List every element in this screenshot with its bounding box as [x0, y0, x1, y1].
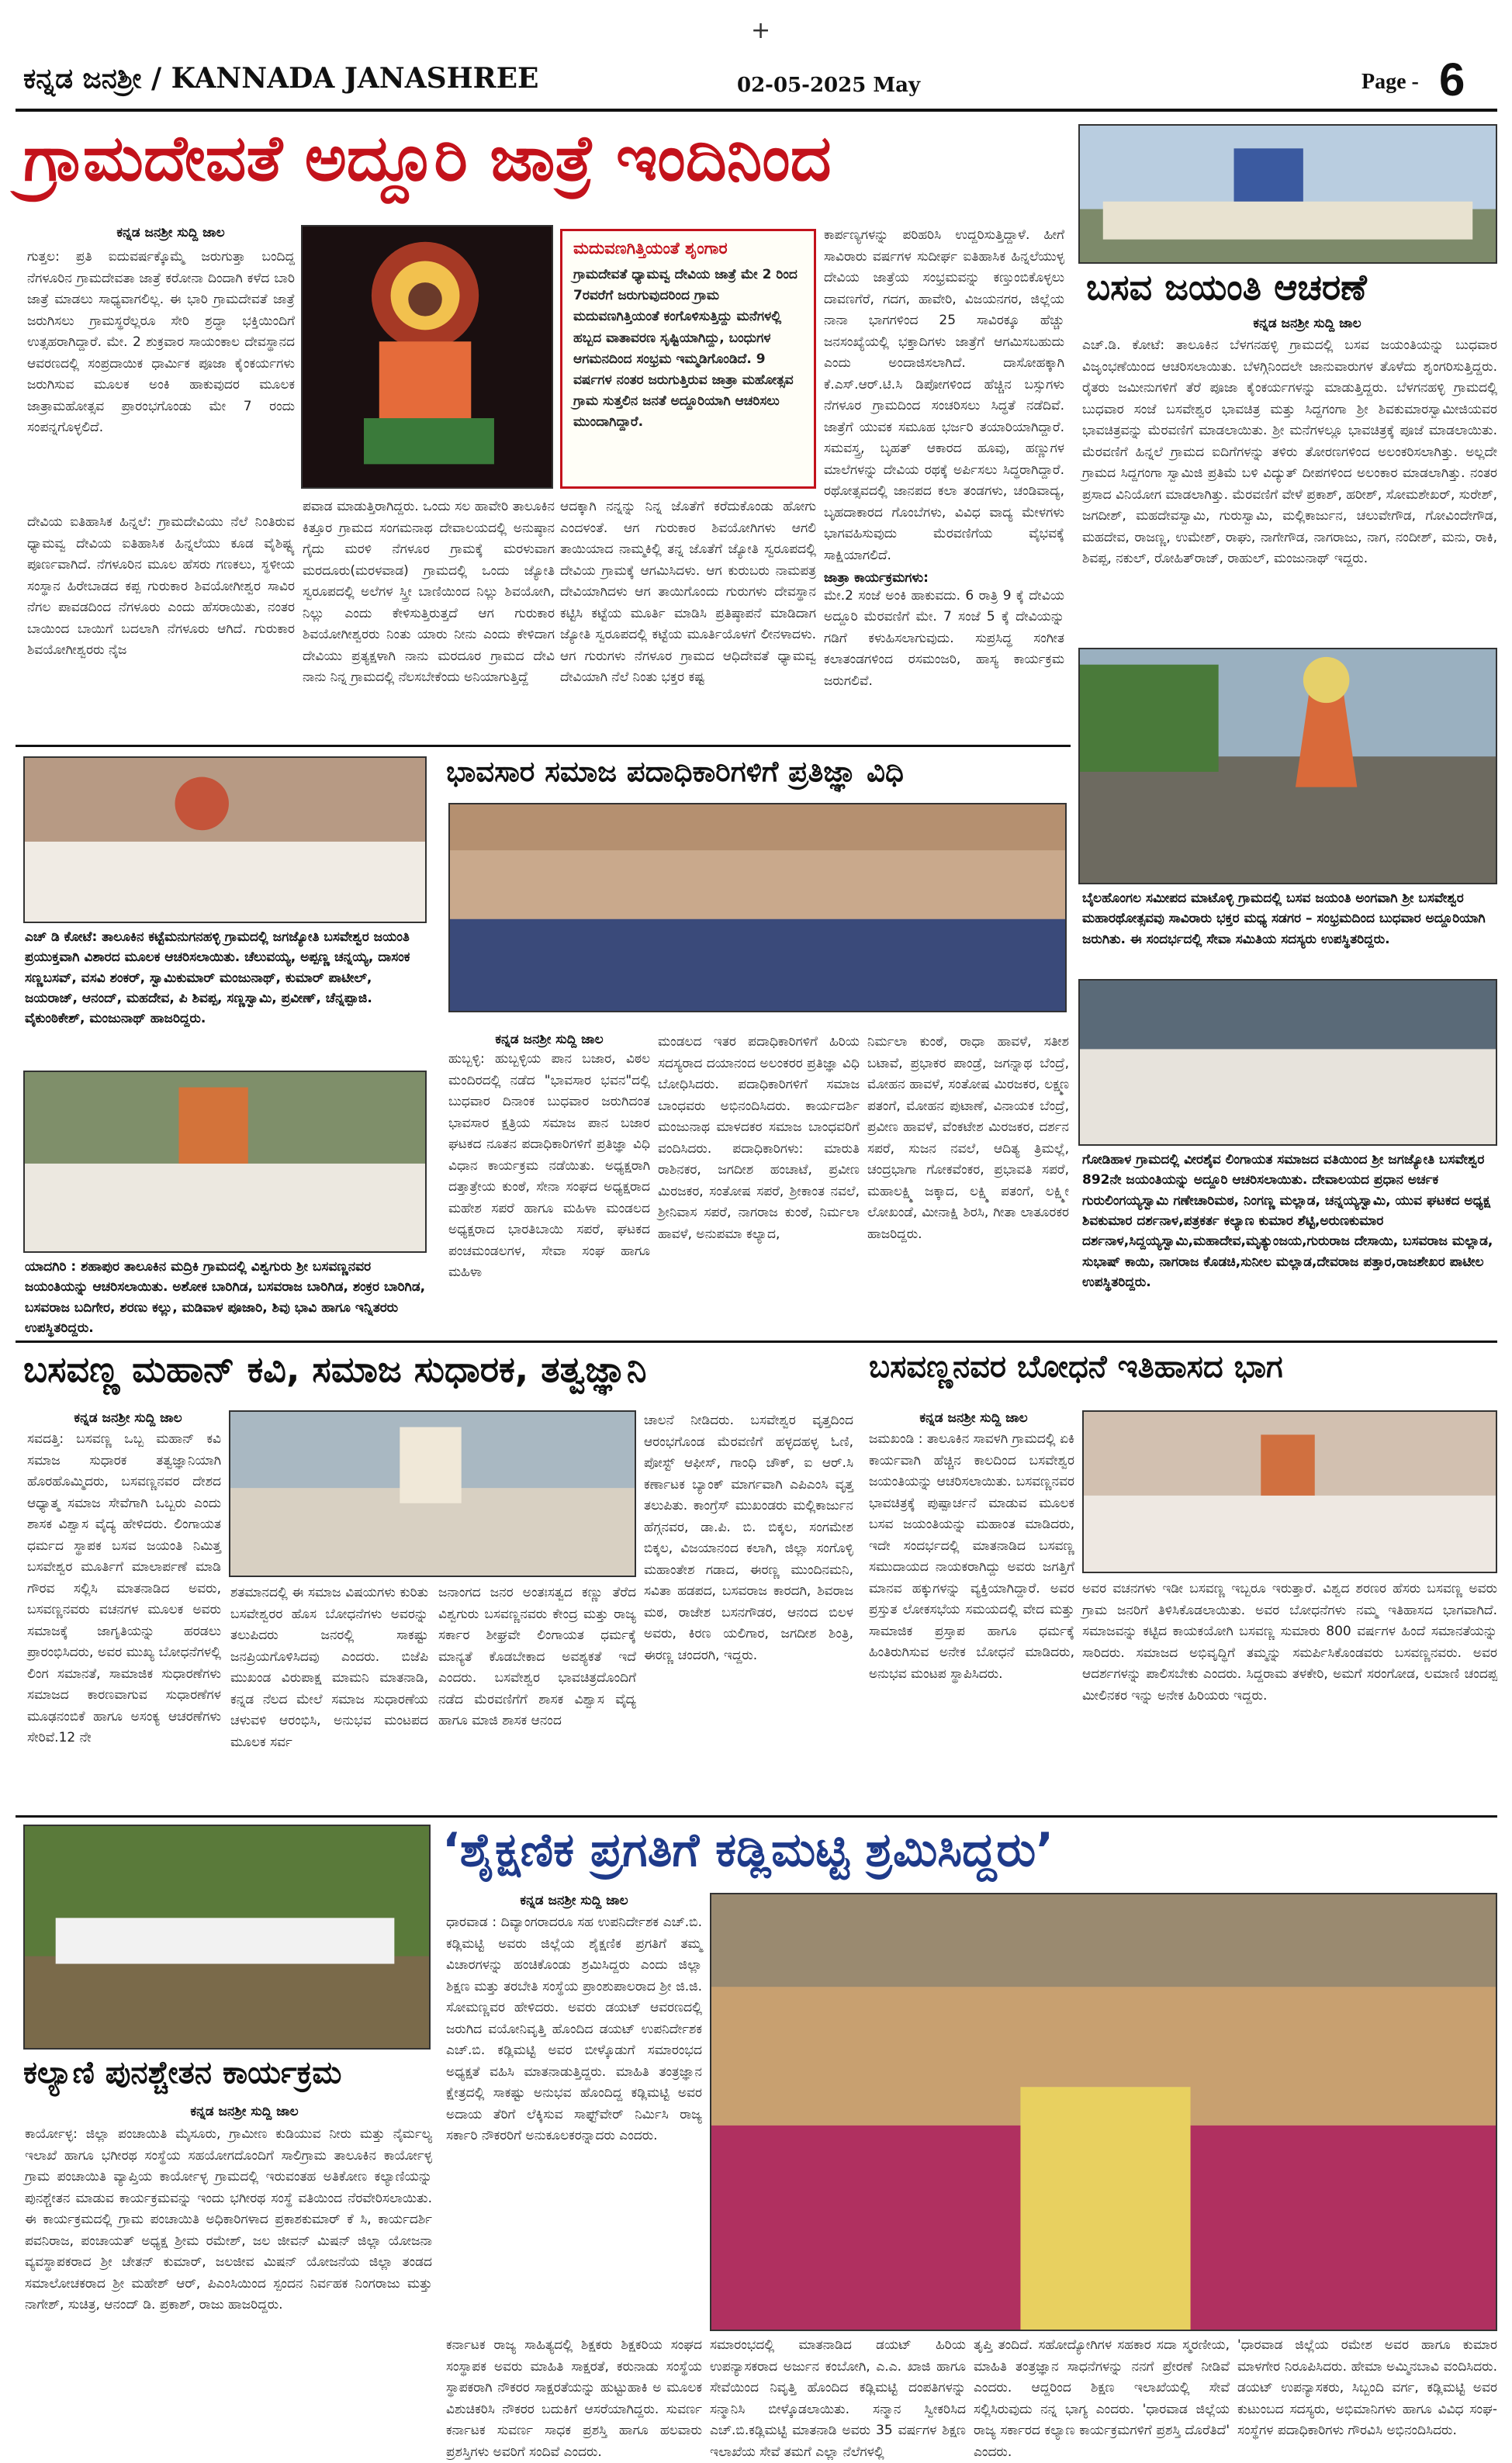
shaikshanika-col3: ತೃಪ್ತಿ ತಂದಿದೆ. ಸಹೋದ್ಯೋಗಿಗಳ ಸಹಕಾರ ಸದಾ ಸ್ಮರಣೀಯ, ಮಾಹಿತಿ ತಂತ್ರಜ್ಞಾನ ಸಾಧನೆಗಳನ್ನು ನನಗೆ ಪ್ರೇರಣೆ ನೀಡಿವೆ ಎಂದರು. ಆದ್ದರಿಂದ ಶಿಕ್ಷಣ ಇಲಾಖೆಯಲ್ಲಿ ಸೇವೆ ಸಲ್ಲಿಸಿರುವುದು ನನ್ನ ಭಾಗ್ಯ ಎಂದರು. 'ಧಾರವಾಡ ಜಿಲ್ಲೆಯ ರಾಜ್ಯ ಸರ್ಕಾರದ ಕಲ್ಯಾಣ ಕಾರ್ಯಕ್ರಮಗಳಿಗೆ ಪ್ರಶಸ್ತಿ ದೊರೆತಿದೆ' ಎಂದರು.	[974, 2337, 1230, 2460]
shaikshanika-headline: ‘ಶೈಕ್ಷಣಿಕ ಪ್ರಗತಿಗೆ ಕಡ್ಲಿಮಟ್ಟಿ ಶ್ರಮಿಸಿದ್ದರು’	[442, 1823, 1054, 1877]
shaikshanika-photo	[710, 1893, 1497, 2331]
lead-col2-text: ಪವಾಡ ಮಾಡುತ್ತಿರಾಗಿದ್ದರು. ಒಂದು ಸಲ ಹಾವೇರಿ ತಾಲೂಕಿನ ಕಿತ್ತೂರ ಗ್ರಾಮದ ಸಂಗಮನಾಥ ದೇವಾಲಯದಲ್ಲಿ ಅನುಷ್ಠಾನ ಗೈದು ಮರಳಿ ನೆಗಳೂರ ಗ್ರಾಮಕ್ಕೆ ಮರಳುವಾಗ ಮರದೂರು(ಮರಳವಾಡ) ಗ್ರಾಮದಲ್ಲಿ ಒಂದು ಜ್ಯೋತಿ ಸ್ವರೂಪದಲ್ಲಿ ಅಲೆಗಳ ಸ್ತ್ರೀ ಬಾಣಿಯಿಂದ ನಿಲ್ಲು ಶಿವಯೋಗಿ, ನಿಲ್ಲು ಎಂದು ಕೇಳಿಸುತ್ತಿರುತ್ತದೆ ಆಗ ಗುರುಕಾರ ಶಿವಯೋಗೀಶ್ವರರು ನಿಂತು ಯಾರು ನೀನು ಎಂದು ಕೇಳಿದಾಗ ದೇವಿಯು ಪ್ರತ್ಯಕ್ಷಳಾಗಿ ನಾನು ಮರದೂರ ಗ್ರಾಮದ ದೇವಿ ನಾನು ನಿನ್ನ ಗ್ರಾಮದಲ್ಲಿ ನೆಲಸಬೇಕೆಂದು ಅನಿಯಾಗುತ್ತಿದ್ದೆ	[303, 499, 555, 686]
shaikshanika-col1: ಕರ್ನಾಟಕ ರಾಜ್ಯ ಸಾಹಿತ್ಯದಲ್ಲಿ ಶಿಕ್ಷಕರು ಶಿಕ್ಷಕರಿಯ ಸಂಘದ ಸಂಸ್ಥಾಪಕ ಅವರು ಮಾಹಿತಿ ಸಾಕ್ಷರತೆ, ಕರುನಾಡು ಸಂಸ್ಥೆಯ ಸ್ಥಾಪಕರಾಗಿ ನೌಕರರ ಸಾಕ್ಷರತೆಯನ್ನು ಹುಟ್ಟುಹಾಕಿ ಅ ಮೂಲಕ ವಿಶುಚಿಕರಿಸಿ ನೌಕರರ ಬದುಕಿಗೆ ಆಸರೆಯಾಗಿದ್ದರು. ಸುವರ್ಣ ಕರ್ನಾಟಕ ಸುವರ್ಣ ಸಾಧಕ ಪ್ರಶಸ್ತಿ ಹಾಗೂ ಹಲವಾರು ಪ್ರಶಸ್ತಿಗಳು ಅವರಿಗೆ ಸಂದಿವೆ ಎಂದರು.	[446, 2337, 702, 2460]
basavanna-poet-col2: ಶತಮಾನದಲ್ಲಿ ಈ ಸಮಾಜ ವಿಷಯಗಳು ಕುರಿತು ಬಸವೇಶ್ವರರ ಹೊಸ ಬೋಧನೆಗಳು ಅವರನ್ನು ತಲುಪಿದರು ಜನರಲ್ಲಿ ಸಾಕಷ್ಟು ಜನಪ್ರಿಯಗೊಳಿಸಿದವು ಎಂದರು. ಬಿಜೆಪಿ ಮುಖಂಡ ವಿರುಪಾಕ್ಷ ಮಾಮನಿ ಮಾತನಾಡಿ, ಕನ್ನಡ ನೆಲದ ಮೇಲೆ ಸಮಾಜ ಸುಧಾರಣೆಯ ಚಳುವಳಿ ಆರಂಭಿಸಿ, ಅನುಭವ ಮಂಟಪದ ಮೂಲಕ ಸರ್ವ	[230, 1585, 428, 1750]
lead-col4-subhead: ಜಾತ್ರಾ ಕಾರ್ಯಕ್ರಮಗಳು:	[824, 569, 929, 586]
shaikshanika-byline: ಕನ್ನಡ ಜನಶ್ರೀ ಸುದ್ದಿ ಜಾಲ	[520, 1893, 628, 1908]
basavanna-teaching-byline: ಕನ್ನಡ ಜನಶ್ರೀ ಸುದ್ದಿ ಜಾಲ	[919, 1410, 1028, 1426]
bhavasara-col1: ಹುಬ್ಬಳ್ಳಿ: ಹುಬ್ಬಳ್ಳಿಯ ಪಾನ ಬಜಾರ, ವಿಠಲ ಮಂದಿರದಲ್ಲಿ ನಡೆದ "ಭಾವಸಾರ ಭವನ"ದಲ್ಲಿ ಬುಧವಾರ ದಿನಾಂಕ ಬುಧವಾರ ಜರುಗಿದಂತ ಭಾವಸಾರ ಕ್ಷತ್ರಿಯ ಸಮಾಜ ಪಾನ ಬಜಾರ ಘಟಕದ ನೂತನ ಪದಾಧಿಕಾರಿಗಳಿಗೆ ಪ್ರತಿಜ್ಞಾ ವಿಧಿ ವಿಧಾನ ಕಾರ್ಯಕ್ರಮ ನಡೆಯಿತು. ಅಧ್ಯಕ್ಷರಾಗಿ ದತ್ತಾತ್ರೇಯ ಕುಂಠೆ, ಸೇನಾ ಸಂಘದ ಅಧ್ಯಕ್ಷರಾದ ಮಹೇಶ ಸಪರೆ ಹಾಗೂ ಮಹಿಳಾ ಮಂಡಲದ ಅಧ್ಯಕ್ಷರಾದ ಭಾರತಿಬಾಯಿ ಸಪರೆ, ಘಟಕದ ಪಂಚಮಂಡಲಗಳ, ಸೇವಾ ಸಂಘ ಹಾಗೂ ಮಹಿಳಾ	[448, 1051, 650, 1281]
madriki-photo	[23, 1071, 427, 1253]
jamkhandi-image	[1084, 1412, 1496, 1572]
basava-jayanti-byline: ಕನ್ನಡ ಜನಶ್ರೀ ಸುದ್ದಿ ಜಾಲ	[1253, 316, 1361, 331]
issue-date: 02-05-2025 May	[737, 74, 921, 97]
lead-byline: ಕನ್ನಡ ಜನಶ್ರೀ ಸುದ್ದಿ ಜಾಲ	[116, 225, 225, 240]
masthead-rule	[16, 109, 1497, 112]
bhavasara-col2: ಮಂಡಲದ ಇತರ ಪದಾಧಿಕಾರಿಗಳಿಗೆ ಹಿರಿಯ ಸದಸ್ಯರಾದ ದಯಾನಂದ ಅಲಂಕರರ ಪ್ರತಿಜ್ಞಾ ವಿಧಿ ಬೋಧಿಸಿದರು. ಪದಾಧಿಕಾರಿಗಳಿಗೆ ಸಮಾಜ ಬಾಂಧವರು ಅಭಿನಂದಿಸಿದರು. ಕಾರ್ಯದರ್ಶಿ ಮಂಜುನಾಥ ಮಾಳದಕರ ಸಮಾಜ ಬಾಂಧವರಿಗೆ ವಂದಿಸಿದರು. ಪದಾಧಿಕಾರಿಗಳು: ಮಾರುತಿ ರಾಶಿನಕರ, ಜಗದೀಶ ಹಂಚಾಟೆ, ಪ್ರವೀಣ ಮಿರಜಕರ, ಸಂತೋಷ ಸಪರೆ, ಶ್ರೀಕಾಂತ ನವಲೆ, ಶ್ರೀನಿವಾಸ ಸಪರೆ, ನಾಗರಾಜ ಕುಂಠೆ, ನಿರ್ಮಲಾ ಹಾವಳೆ, ಅನುಪಮಾ ಕಲ್ಯಾದ,	[658, 1034, 860, 1242]
lead-col4-text: ಕಾರ್ಪಣ್ಯಗಳನ್ನು ಪರಿಹರಿಸಿ ಉದ್ದರಿಸುತ್ತಿದ್ದಾಳೆ. ಹೀಗೆ ಸಾವಿರಾರು ವರ್ಷಗಳ ಸುದೀರ್ಘ ಐತಿಹಾಸಿಕ ಹಿನ್ನಲೆಯುಳ್ಳ ದೇವಿಯ ಜಾತ್ರೆಯ ಸಂಭ್ರಮವನ್ನು ಕಣ್ತುಂಬಿಕೊಳ್ಳಲು ದಾವಣಗೆರೆ, ಗದಗ, ಹಾವೇರಿ, ವಿಜಯನಗರ, ಜಿಲ್ಲೆಯ ನಾನಾ ಭಾಗಗಳಿಂದ 25 ಸಾವಿರಕ್ಕೂ ಹೆಚ್ಚು ಜನಸಂಖ್ಯೆಯಲ್ಲಿ ಭಕ್ತಾದಿಗಳು ಜಾತ್ರೆಗೆ ಆಗಮಿಸಬಹುದು ಎಂದು ಅಂದಾಜಿಸಲಾಗಿದೆ. ದಾಸೋಹಕ್ಕಾಗಿ ಕೆ.ಎಸ್.ಆರ್.ಟಿ.ಸಿ ಡಿಪೋಗಳಿಂದ ಹೆಚ್ಚಿನ ಬಸ್ಸುಗಳು ನೆಗಳೂರ ಗ್ರಾಮದಿಂದ ಸಂಚರಿಸಲು ಸಿದ್ಧತೆ ನಡೆದಿವೆ. ಜಾತ್ರೆಗೆ ಯುವಕ ಸಮೂಹ ಭರ್ಜರಿ ತಯಾರಿಯಾಗಿದ್ದಾರೆ. ಸಮವಸ್ತ್ರ, ಬೃಹತ್ ಆಕಾರದ ಹೂವು, ಹಣ್ಣುಗಳ ಮಾಲೆಗಳನ್ನು ದೇವಿಯ ರಥಕ್ಕೆ ಅರ್ಪಿಸಲು ಸಿದ್ಧರಾಗಿದ್ದಾರೆ. ರಥೋತ್ಸವದಲ್ಲಿ ಜಾನಪದ ಕಲಾ ತಂಡಗಳು, ಚಂಡಿವಾದ್ಯ, ಬೃಹದಾಕಾರದ ಗೊಂಬೆಗಳು, ವಿವಿಧ ವಾದ್ಯ ಮೇಳಗಳು ಭಾಗವಹಿಸುವುದು ಮೆರವಣಿಗೆಯ ವೈಭವಕ್ಕೆ ಸಾಕ್ಷಿಯಾಗಲಿದೆ.	[824, 227, 1064, 563]
page-number: 6	[1439, 54, 1465, 106]
page-label: Page -	[1361, 70, 1419, 94]
bhavasara-image	[450, 804, 1065, 1011]
section-rule-1	[16, 745, 1071, 747]
ktte-caption: ಎಚ್ ಡಿ ಕೋಟೆ: ತಾಲೂಕಿನ ಕಟ್ಟೆಮನುಗನಹಳ್ಳಿ ಗ್ರಾಮದಲ್ಲಿ ಜಗಜ್ಯೋತಿ ಬಸವೇಶ್ವರ ಜಯಂತಿ ಪ್ರಯುಕ್ತವಾಗಿ ವಿಶಾರದ ಮೂಲಕ ಆಚರಿಸಲಾಯಿತು. ಚೆಲುವಯ್ಯ, ಅಪ್ಪಣ್ಣ ಚನ್ನಯ್ಯ, ದಾಸಂಕ ಸಣ್ಣಬಸವ್, ವಸವಿ ಶಂಕರ್, ಸ್ವಾಮಿಕುಮಾರ್ ಮಂಜುನಾಥ್, ಕುಮಾರ್ ಪಾಟೀಲ್, ಜಯರಾಜ್, ಆನಂದ್, ಮಹದೇವ, ಪಿ ಶಿವಪ್ಪ, ಸಣ್ಣಸ್ವಾಮಿ, ಪ್ರವೀಣ್, ಚೆನ್ನಪ್ಪಾಜಿ. ವೈಕುಂಠಿಕೇಶ್, ಮಂಜುನಾಥ್ ಹಾಜರಿದ್ದರು.	[25, 929, 410, 1027]
basavanna-poet-col1: ಸವದತ್ತಿ: ಬಸವಣ್ಣ ಒಬ್ಬ ಮಹಾನ್ ಕವಿ ಸಮಾಜ ಸುಧಾರಕ ತತ್ವಜ್ಞಾನಿಯಾಗಿ ಹೊರಹೊಮ್ಮಿದರು, ಬಸವಣ್ಣನವರ ದೇಶದ ಆಧ್ಯಾತ್ಮ ಸಮಾಜ ಸೇವೆಗಾಗಿ ಒಬ್ಬರು ಎಂದು ಶಾಸಕ ವಿಶ್ವಾಸ ವೈದ್ಯ ಹೇಳಿದರು. ಲಿಂಗಾಯತ ಧರ್ಮದ ಸ್ಥಾಪಕ ಬಸವ ಜಯಂತಿ ನಿಮಿತ್ತ ಬಸವೇಶ್ವರ ಮೂರ್ತಿಗೆ ಮಾಲಾರ್ಪಣೆ ಮಾಡಿ ಗೌರವ ಸಲ್ಲಿಸಿ ಮಾತನಾಡಿದ ಅವರು, ಬಸವಣ್ಣನವರು ವಚನಗಳ ಮೂಲಕ ಅವರು ಸಮಾಜಕ್ಕೆ ಜಾಗೃತಿಯನ್ನು ಹರಡಲು ಪ್ರಾರಂಭಿಸಿದರು, ಅವರ ಮುಖ್ಯ ಬೋಧನೆಗಳಲ್ಲಿ ಲಿಂಗ ಸಮಾನತೆ, ಸಾಮಾಜಿಕ ಸುಧಾರಣೆಗಳು ಸಮಾಜದ ಕಾರಣವಾಗುವ ಸುಧಾರಣೆಗಳ ಮೂಢನಂಬಿಕೆ ಹಾಗೂ ಅಸಂಕ್ಯ ಆಚರಣೆಗಳು ಸೇರಿವೆ.12 ನೇ	[27, 1431, 221, 1746]
box-text: ಗ್ರಾಮದೇವತೆ ಧ್ಯಾಮವ್ವ ದೇವಿಯ ಜಾತ್ರೆ ಮೇ 2 ರಿಂದ 7ರವರೆಗೆ ಜರುಗುವುದರಿಂದ ಗ್ರಾಮ ಮದುವಣಗಿತ್ತಿಯಂತೆ ಕಂಗೊಳಿಸುತ್ತಿದ್ದು ಮನೆಗಳಲ್ಲಿ ಹಬ್ಬದ ವಾತಾವರಣ ಸೃಷ್ಟಿಯಾಗಿದ್ದು, ಬಂಧುಗಳ ಆಗಮನದಿಂದ ಸಂಭ್ರಮ ಇಮ್ಮಡಿಗೊಂಡಿದೆ. 9 ವರ್ಷಗಳ ನಂತರ ಜರುಗುತ್ತಿರುವ ಜಾತ್ರಾ ಮಹೋತ್ಸವ ಗ್ರಾಮ ಸುತ್ತಲಿನ ಜನತೆ ಅದ್ದೂರಿಯಾಗಿ ಆಚರಿಸಲು ಮುಂದಾಗಿದ್ದಾರೆ.	[573, 267, 798, 431]
godihal-caption: ಗೋಡಿಹಾಳ ಗ್ರಾಮದಲ್ಲಿ ವೀರಶೈವ ಲಿಂಗಾಯತ ಸಮಾಜದ ವತಿಯಿಂದ ಶ್ರೀ ಜಗಜ್ಯೋತಿ ಬಸವೇಶ್ವರ 892ನೇ ಜಯಂತಿಯನ್ನು ಅದ್ದೂರಿ ಆಚರಿಸಲಾಯಿತು. ದೇವಾಲಯದ ಪ್ರಧಾನ ಅರ್ಚಕ ಗುರುಲಿಂಗಯ್ಯಸ್ವಾಮಿ ಗಣೇಚಾರಿಮಠ, ನಿಂಗಣ್ಣ ಮಲ್ಲಾಡ, ಚನ್ನಯ್ಯಸ್ವಾಮಿ, ಯುವ ಘಟಕದ ಅಧ್ಯಕ್ಷ ಶಿವಕುಮಾರ ದರ್ಶನಾಳ,ಪತ್ರಕರ್ತ ಕಲ್ಯಾಣ ಕುಮಾರ ಶೆಟ್ಟಿ,ಅರುಣಕುಮಾರ ದರ್ಶನಾಳ,ಸಿದ್ದಯ್ಯಸ್ವಾಮಿ,ಮಹಾದೇವ,ಮೃತ್ಯುಂಜಯ,ಗುರುರಾಜ ದೇಸಾಯಿ, ಬಸವರಾಜ ಮಲ್ಲಾಡ, ಸುಭಾಷ್ ಕಾಯಿ, ನಾಗರಾಜ ಕೊಡಚಿ,ಸುನೀಲ ಮಲ್ಲಾಡ,ದೇವರಾಜ ಪತ್ತಾರ,ರಾಜಶೇಖರ ಪಾಟೀಲ ಉಪಸ್ಥಿತರಿದ್ದರು.	[1082, 1152, 1493, 1291]
chariot-image	[1080, 649, 1496, 883]
rathotsava-caption: ಬೈಲಹೊಂಗಲ ಸಮೀಪದ ಮಾಟೊಳ್ಳಿ ಗ್ರಾಮದಲ್ಲಿ ಬಸವ ಜಯಂತಿ ಅಂಗವಾಗಿ ಶ್ರೀ ಬಸವೇಶ್ವರ ಮಹಾರಥೋತ್ಸವವು ಸಾವಿರಾರು ಭಕ್ತರ ಮಧ್ಯ ಸಡಗರ – ಸಂಭ್ರಮದಿಂದ ಬುಧವಾರ ಅದ್ದೂರಿಯಾಗಿ ಜರುಗಿತು. ಈ ಸಂದರ್ಭದಲ್ಲಿ ಸೇವಾ ಸಮಿತಿಯ ಸದಸ್ಯರು ಉಪಸ್ಥಿತರಿದ್ದರು.	[1082, 891, 1486, 947]
basavanna-teaching-photo	[1082, 1410, 1497, 1573]
lead-col1-text: ಗುತ್ತಲ: ಪ್ರತಿ ಐದುವರ್ಷಕ್ಕೊಮ್ಮೆ ಜರುಗುತ್ತಾ ಬಂದಿದ್ದ ನೆಗಳೂರಿನ ಗ್ರಾಮದೇವತಾ ಜಾತ್ರೆ ಕರೋನಾ ದಿಂದಾಗಿ ಕಳೆದ ಬಾರಿ ಜಾತ್ರೆ ಮಾಡಲು ಸಾಧ್ಯವಾಗಲಿಲ್ಲ. ಈ ಭಾರಿ ಗ್ರಾಮದೇವತೆ ಜಾತ್ರೆ ಜರುಗಿಸಲು ಗ್ರಾಮಸ್ಥರೆಲ್ಲರೂ ಸೇರಿ ಶ್ರದ್ಧಾ ಭಕ್ತಿಯಿಂದಿಗೆ ಉತ್ಸಹರಾಗಿದ್ದಾರೆ. ಮೇ. 2 ಶುಕ್ರವಾರ ಸಾಯಂಕಾಲ ದೇವಸ್ಥಾನದ ಆವರಣದಲ್ಲಿ ಸಂಪ್ರದಾಯಿಕ ಧಾರ್ಮಿಕ ಪೂಜಾ ಕೈಂಕರ್ಯಗಳು ಜರುಗಿಸುವ ಮೂಲಕ ಅಂಕಿ ಹಾಕುವುದರ ಮೂಲಕ ಜಾತ್ರಾಮಹೋತ್ಸವ ಪ್ರಾರಂಭಗೊಂಡು ಮೇ 7 ರಂದು ಸಂಪನ್ನಗೊಳ್ಳಲಿದೆ.	[27, 249, 295, 436]
basavanna-teaching-col2: ಅವರ ವಚನಗಳು ಇಡೀ ಬಸವಣ್ಣ ಇಬ್ಬರೂ ಇರುತ್ತಾರೆ. ವಿಶ್ವದ ಶರಣರ ಹೆಸರು ಬಸವಣ್ಣ ಅವರು ಗ್ರಾಮ ಜನರಿಗೆ ತಿಳಿಸಿಕೊಡಲಾಯಿತು. ಅವರ ಬೋಧನೆಗಳು ನಮ್ಮ ಇತಿಹಾಸದ ಭಾಗವಾಗಿದೆ. ಸಮಾಜವನ್ನು ಕಟ್ಟಿದ ಕಾಯಕಯೋಗಿ ಬಸವಣ್ಣ ಸುಮಾರು 800 ವರ್ಷಗಳ ಹಿಂದೆ ಸಮಾನತೆಯನ್ನು ಸಾರಿದರು. ಸಮಾಜದ ಅಭಿವೃದ್ಧಿಗೆ ತಮ್ಮನ್ನು ಸಮರ್ಪಿಸಿಕೊಂಡವರು ಬಸವಣ್ಣನವರು. ಅವರ ಆದರ್ಶಗಳನ್ನು ಪಾಲಿಸಬೇಕು ಎಂದರು. ಸಿದ್ದರಾಮ ತಳಕೇರಿ, ಅಮಗೆ ಸರಂಗೋಡ, ಲಮಾಣಿ ಚಂದಪ್ಪ ಮೀಲಿನಕರ ಇನ್ನು ಅನೇಕ ಹಿರಿಯರು ಇದ್ದರು.	[1082, 1581, 1497, 1704]
basavanna-poet-headline: ಬಸವಣ್ಣ ಮಹಾನ್ ಕವಿ, ಸಮಾಜ ಸುಧಾರಕ, ತತ್ವಜ್ಞಾನಿ	[23, 1348, 647, 1390]
lead-col3-text: ಆದಕ್ಕಾಗಿ ನನ್ನನ್ನು ನಿನ್ನ ಜೊತೆಗೆ ಕರೆದುಕೊಂಡು ಹೋಗು ಎಂದಳಂತೆ. ಆಗ ಗುರುಕಾರ ಶಿವಯೋಗಿಗಳು ಆಗಲಿ ತಾಯಿಯಾದ ನಾಮ್ಮಕಿಲ್ಲಿ ತನ್ನ ಜೊತೆಗೆ ಜ್ಯೋತಿ ಸ್ವರೂಪದಲ್ಲಿ ದೇವಿಯ ಗ್ರಾಮಕ್ಕೆ ಆಗಮಿಸಿದಳು. ಆಗ ಕುರುಬರು ನಾಮಪತ್ರ ದೇವಿಯಾಗಿದಳು ಆಗ ತಾಯಿಗೊಂದು ಗುರುಗಳು ದೇವಸ್ಥಾನ ಕಟ್ಟಿಸಿ ಕಟ್ಟೆಯ ಮೂರ್ತಿ ಮಾಡಿಸಿ ಪ್ರತಿಷ್ಠಾಪನೆ ಮಾಡಿದಾಗ ಜ್ಯೋತಿ ಸ್ವರೂಪದಲ್ಲಿ ಕಟ್ಟೆಯ ಮೂರ್ತಿಯೊಳಗೆ ಲೀನಳಾದಳು. ಆಗ ಗುರುಗಳು ನೆಗಳೂರ ಗ್ರಾಮದ ಆಧಿದೇವತೆ ಧ್ಯಾಮವ್ವ ದೇವಿಯಾಗಿ ನೆಲೆ ನಿಂತು ಭಕ್ತರ ಕಷ್ಟ	[560, 499, 816, 686]
bhavasara-photo	[448, 803, 1067, 1012]
group-image	[1080, 981, 1496, 1144]
madriki-caption: ಯಾದಗಿರಿ : ಶಹಾಪುರ ತಾಲೂಕಿನ ಮದ್ರಿಕಿ ಗ್ರಾಮದಲ್ಲಿ ವಿಶ್ವಗುರು ಶ್ರೀ ಬಸವಣ್ಣನವರ ಜಯಂತಿಯನ್ನು ಆಚರಿಸಲಾಯಿತು. ಅಶೋಕ ಬಾರಿಗಿಡ, ಬಸವರಾಜ ಬಾರಿಗಿಡ, ಶಂಕ್ರರ ಬಾರಿಗಿಡ, ಬಸವರಾಜ ಬದಿಗೇರ, ಶರಣು ಕಲ್ಲು, ಮಡಿವಾಳ ಪೂಜಾರಿ, ಶಿವು ಭಾವಿ ಹಾಗೂ ಇನ್ನಿತರರು ಉಪಸ್ಥಿತರಿದ್ದರು.	[25, 1259, 426, 1337]
lead-col4b-text: ಮೇ.2 ಸಂಜೆ ಅಂಕಿ ಹಾಕುವದು. 6 ರಾತ್ರಿ 9 ಕ್ಕೆ ದೇವಿಯ ಅದ್ದೂರಿ ಮೆರವಣಿಗೆ ಮೇ. 7 ಸಂಜೆ 5 ಕ್ಕೆ ದೇವಿಯನ್ನು ಗಡಿಗೆ ಕಳುಹಿಸಲಾಗುವುದು. ಸುಪ್ರಸಿದ್ಧ ಸಂಗೀತ ಕಲಾತಂಡಗಳಿಂದ ರಸಮಂಜರಿ, ಹಾಸ್ಯ ಕಾರ್ಯಕ್ರಮ ಜರುಗಲಿವೆ.	[824, 587, 1064, 689]
kalyani-headline: ಕಲ್ಯಾಣಿ ಪುನಶ್ಚೇತನ ಕಾರ್ಯಕ್ರಮ	[23, 2055, 342, 2091]
basavanna-teaching-col1: ಜಮಖಂಡಿ : ತಾಲೂಕಿನ ಸಾವಳಗಿ ಗ್ರಾಮದಲ್ಲಿ ಏಕಿ ಕಾರ್ಯವಾಗಿ ಹೆಚ್ಚಿನ ಕಾಲದಿಂದ ಬಸವೇಶ್ವರ ಜಯಂತಿಯನ್ನು ಆಚರಿಸಲಾಯಿತು. ಬಸವಣ್ಣನವರ ಭಾವಚಿತ್ರಕ್ಕೆ ಪುಷ್ಪಾರ್ಚನೆ ಮಾಡುವ ಮೂಲಕ ಬಸವ ಜಯಂತಿಯನ್ನು ಮಹಾಂತ ಮಾಡಿದರು, ಇದೇ ಸಂದರ್ಭದಲ್ಲಿ ಮಾತನಾಡಿದ ಬಸವಣ್ಣ ಸಮುದಾಯದ ನಾಯಕರಾಗಿದ್ದು ಅವರು ಜಗತ್ತಿಗೆ ಮಾನವ ಹಕ್ಕುಗಳನ್ನು ವ್ಯಕ್ತಿಯಾಗಿದ್ದಾರೆ. ಅವರ ಪ್ರಸ್ತುತ ಲೋಕಸಭೆಯ ಸಮಯದಲ್ಲಿ ವೇದ ಮತ್ತು ಸಾಮಾಜಿಕ ಪ್ರಸ್ತಾಪ ಹಾಗೂ ಧರ್ಮಕ್ಕೆ ಹಿಂತಿರುಗಿಸುವ ಅನೇಕ ಬೋಧನೆ ಮಾಡಿದರು, ಅನುಭವ ಮಂಟಪ ಸ್ಥಾಪಿಸಿದರು.	[869, 1431, 1074, 1682]
kalyani-byline: ಕನ್ನಡ ಜನಶ್ರೀ ಸುದ್ದಿ ಜಾಲ	[190, 2104, 299, 2119]
rathotsava-photo	[1078, 648, 1497, 884]
crosshair-mark: +	[751, 17, 771, 44]
felicitation-image	[711, 1894, 1496, 2330]
shaikshanika-col2: ಸಮಾರಂಭದಲ್ಲಿ ಮಾತನಾಡಿದ ಡಯಟ್ ಹಿರಿಯ ಉಪನ್ಯಾಸಕರಾದ ಅರ್ಜುನ ಕಂಬೋಗಿ, ಎ.ಎ. ಖಾಜಿ ಹಾಗೂ ಸೇವೆಯಿಂದ ನಿವೃತ್ತಿ ಹೊಂದಿದ ಕಡ್ಲಿಮಟ್ಟಿ ದಂಪತಿಗಳನ್ನು ಸನ್ಮಾನಿಸಿ ಬೀಳ್ಕೊಡಲಾಯಿತು. ಸನ್ಮಾನ ಸ್ವೀಕರಿಸಿದ ಎಚ್.ಬಿ.ಕಡ್ಲಿಮಟ್ಟಿ ಮಾತನಾಡಿ ಅವರು 35 ವರ್ಷಗಳ ಶಿಕ್ಷಣ ಇಲಾಖೆಯ ಸೇವೆ ತಮಗೆ ಎಲ್ಲಾ ನೆಲೆಗಳಲ್ಲಿ	[710, 2337, 966, 2460]
ktte-image	[25, 758, 425, 922]
shaikshanika-col4: 'ಧಾರವಾಡ ಜಿಲ್ಲೆಯ ರಮೇಶ ಅವರ ಹಾಗೂ ಕುಮಾರ ಮಾಳಗೇರ ನಿರೂಪಿಸಿದರು. ಹೇಮಾ ಅಮ್ಮಿನಬಾವಿ ವಂದಿಸಿದರು. ಡಯಟ್ ಉಪನ್ಯಾಸಕರು, ಸಿಬ್ಬಂದಿ ವರ್ಗ, ಕಡ್ಲಿಮಟ್ಟಿ ಅವರ ಕುಟುಂಬದ ಸದಸ್ಯರು, ಅಭಿಮಾನಿಗಳು ಹಾಗೂ ವಿವಿಧ ಸಂಘ-ಸಂಸ್ಥೆಗಳ ಪದಾಧಿಕಾರಿಗಳು ಗೌರವಿಸಿ ಅಭಿನಂದಿಸಿದರು.	[1237, 2337, 1497, 2439]
kalyani-photo	[23, 1825, 431, 2050]
bhavasara-headline: ಭಾವಸಾರ ಸಮಾಜ ಪದಾಧಿಕಾರಿಗಳಿಗೆ ಪ್ರತಿಜ್ಞಾ ವಿಧಿ	[446, 755, 904, 788]
bhavasara-col3: ನಿರ್ಮಲಾ ಕುಂಠೆ, ರಾಧಾ ಹಾವಳೆ, ಸತೀಶ ಬಟಾವೆ, ಪ್ರಭಾಕರ ಪಾಂಡ್ರೆ, ಜಗನ್ನಾಥ ಬೆಂದ್ರೆ, ಮೋಹನ ಹಾವಳೆ, ಸಂತೋಷ ಮಿರಜಕರ, ಲಕ್ಷ್ಮಣ ಪತಂಗೆ, ಮೋಹನ ಪುಟಾಣೆ, ವಿನಾಯಕ ಬೆಂದ್ರೆ, ಪ್ರವೀಣ ಹಾವಳೆ, ವೆಂಕಟೇಶ ಮಿರಜಕರ, ದರ್ಶನ ಸಪರೆ, ಸುಜನ ನವಲೆ, ಆದಿತ್ಯ ತ್ರಿಮಲ್ಲೆ, ಚಂದ್ರಭಾಗಾ ಗೋಕವೆಂಕರ, ಪ್ರಭಾವತಿ ಸಪರೆ, ಮಹಾಲಕ್ಷ್ಮಿ ಜಕ್ಕಾದ, ಲಕ್ಷ್ಮಿ ಪತಂಗೆ, ಲಕ್ಷ್ಮೀ ಲೋಖಂಡೆ, ಮೀನಾಕ್ಷಿ ಶಿರಸಿ, ಗೀತಾ ಲಾತೂರಕರ ಹಾಜರಿದ್ದರು.	[867, 1034, 1069, 1242]
newspaper-title: ಕನ್ನಡ ಜನಶ್ರೀ / KANNADA JANASHREE	[23, 62, 539, 95]
basavanna-teaching-headline: ಬಸವಣ್ಣನವರ ಬೋಧನೆ ಇತಿಹಾಸದ ಭಾಗ	[869, 1349, 1283, 1385]
lead-headline: ಗ್ರಾಮದೇವತೆ ಅದ್ದೂರಿ ಜಾತ್ರೆ ಇಂದಿನಿಂದ	[23, 122, 832, 195]
basava-jayanti-text: ಎಚ್.ಡಿ. ಕೋಟೆ: ತಾಲೂಕಿನ ಬೆಳಗನಹಳ್ಳಿ ಗ್ರಾಮದಲ್ಲಿ ಬಸವ ಜಯಂತಿಯನ್ನು ಬುಧವಾರ ವಿಜೃಂಭಣೆಯಿಂದ ಆಚರಿಸಲಾಯಿತು. ಬೆಳಗ್ಗಿನಿಂದಲೇ ಜಾನುವಾರುಗಳ ತೊಳೆದು ಶೃಂಗರಿಸುತ್ತಿದ್ದರು. ರೈತರು ಜಮೀನುಗಳಿಗೆ ತೆರೆ ಪೂಜಾ ಕೈಂಕರ್ಯಗಳನ್ನು ಮಾಡುತ್ತಿದ್ದರು. ಬೆಳಗನಹಳ್ಳಿ ಗ್ರಾಮದಲ್ಲಿ ಬುಧವಾರ ಸಂಜೆ ಬಸವೇಶ್ವರ ಭಾವಚಿತ್ರ ಮತ್ತು ಸಿದ್ದಗಂಗಾ ಶ್ರೀ ಶಿವಕುಮಾರಸ್ವಾಮೀಜಿಯವರ ಭಾವಚಿತ್ರವನ್ನು ಮೆರವಣಿಗೆ ಮಾಡಲಾಯಿತು. ಶ್ರೀ ಮನೆಗಳಲ್ಲೂ ಭಾವಚಿತ್ರಕ್ಕೆ ಪೂಜೆ ಮಾಡಲಾಯಿತು. ಮೆರವಣಿಗೆ ಹಿನ್ನಲೆ ಗ್ರಾಮದ ಐದಿಗೆಗಳನ್ನು ತಳಿರು ತೋರಣಗಳಿಂದ ಅಲಂಕರಿಸಲಾಗಿತ್ತು. ಅಲ್ಲದೇ ಗ್ರಾಮದ ಸಿದ್ದಗಂಗಾ ಸ್ವಾಮಿಜಿ ಪ್ರತಿಮೆ ಬಳಿ ವಿದ್ಯುತ್ ದೀಪಗಳಿಂದ ಅಲಂಕಾರ ಮಾಡಲಾಗಿತ್ತು. ನಂತರ ಪ್ರಸಾದ ವಿನಿಯೋಗ ಮಾಡಲಾಗಿತ್ತು. ಮೆರವಣಿಗೆ ವೇಳೆ ಪ್ರಕಾಶ್, ಹರೀಶ್, ಸೋಮಶೇಖರ್, ಸುರೇಶ್, ಜಗದೀಶ್, ಮಹದೇವಸ್ವಾಮಿ, ಗುರುಸ್ವಾಮಿ, ಮಲ್ಲಿಕಾರ್ಜುನ, ಚಲುವೇಗೌಡ, ಗೋವಿಂದೇಗೌಡ, ಮಹದೇವ, ರಾಜಣ್ಣ, ಉಮೇಶ್, ರಾಘು, ನಾಗೇಗೌಡ, ನಾಗರಾಜು, ನಾಗ, ನಂದೀಶ್, ಮನು, ರಾಕಿ, ಶಿವಪ್ಪ, ನಕುಲ್, ರೋಹಿತ್‌ರಾಜ್, ರಾಹುಲ್, ಮಂಜುನಾಥ್ ಇದ್ದರು.	[1082, 337, 1497, 567]
kalyani-text: ಕಾರ್ಯೋಳ್ಳ: ಜಿಲ್ಲಾ ಪಂಚಾಯಿತಿ ಮೈಸೂರು, ಗ್ರಾಮೀಣ ಕುಡಿಯುವ ನೀರು ಮತ್ತು ನೈರ್ಮಲ್ಯ ಇಲಾಖೆ ಹಾಗೂ ಭಗೀರಥ ಸಂಸ್ಥೆಯ ಸಹಯೋಗದೊಂದಿಗೆ ಸಾಲಿಗ್ರಾಮ ತಾಲೂಕಿನ ಕಾರ್ಯೋಳ್ಳ ಗ್ರಾಮ ಪಂಚಾಯಿತಿ ವ್ಯಾಪ್ತಿಯ ಕಾರ್ಯೋಳ್ಳ ಗ್ರಾಮದಲ್ಲಿ ಇರುವಂತಹ ಅತಿಕೋಣ ಕಲ್ಯಾಣಿಯನ್ನು ಪುನಶ್ಚೇತನ ಮಾಡುವ ಕಾರ್ಯಕ್ರಮವನ್ನು ಇಂದು ಭಗೀರಥ ಸಂಸ್ಥೆ ವತಿಯಿಂದ ನೆರವೇರಿಸಲಾಯಿತು. ಈ ಕಾರ್ಯಕ್ರಮದಲ್ಲಿ ಗ್ರಾಮ ಪಂಚಾಯಿತಿ ಅಧಿಕಾರಿಗಳಾದ ಪ್ರಕಾಶಕುಮಾರ್ ಕೆ ಸಿ, ಕಾರ್ಯದರ್ಶಿ ಪವನಿರಾಜ, ಪಂಚಾಯತ್ ಅಧ್ಯಕ್ಷ ಶ್ರೀಮ ರಮೇಶ್, ಜಲ ಜೀವನ್ ಮಿಷನ್ ಜಿಲ್ಲಾ ಯೋಜನಾ ವ್ಯವಸ್ಥಾಪಕರಾದ ಶ್ರೀ ಚೇತನ್ ಕುಮಾರ್, ಜಲಜೀವ ಮಿಷನ್ ಯೋಜನೆಯ ಜಿಲ್ಲಾ ತಂಡದ ಸಮಾಲೋಚಕರಾದ ಶ್ರೀ ಮಹೇಶ್ ಆರ್, ಪಿಎಂಸಿಯಿಂದ ಸ್ಪಂದನ ನಿರ್ವಹಕ ನಿಂಗರಾಜು ಮತ್ತು ನಾಗೇಶ್, ಸುಚಿತ್ರ, ಆನಂದ್ ಡಿ. ಪ್ರಕಾಶ್, ರಾಜು ಹಾಜರಿದ್ದರು.	[25, 2126, 432, 2313]
lead-col1b-text: ದೇವಿಯ ಐತಿಹಾಸಿಕ ಹಿನ್ನಲೆ: ಗ್ರಾಮದೇವಿಯು ನೆಲೆ ನಿಂತಿರುವ ಧ್ಯಾಮವ್ವ ದೇವಿಯ ಐತಿಹಾಸಿಕ ಹಿನ್ನಲೆಯು ಕೂಡ ವೈಶಿಷ್ಟ್ಯ ಪೂರ್ಣವಾಗಿದೆ. ನೆಗಳೂರಿನ ಮೂಲ ಹೆಸರು ಗಣಕಲು, ಸ್ಥಳೀಯ ಸಂಸ್ಥಾನ ಹಿರೇಬಾಡದ ಕಪ್ಪ ಗುರುಕಾರ ಶಿವಯೋಗೀಶ್ವರ ಸಾವಿರ ನೆಗಲ ಪಾವಡದಿಂದ ನೆಗಳೂರು ಎಂದು ಹೆಸರಾಯಿತು, ನಂತರ ಬಾಯಿಂದ ಬಾಯಿಗೆ ಬದಲಾಗಿ ನೆಗಳೂರು ಆಗಿದೆ. ಗುರುಕಾರ ಶಿವಯೋಗೀಶ್ವರರು ನೈಜ	[27, 514, 295, 659]
basavanna-poet-col3: ಜನಾಂಗದ ಜನರ ಅಂತಃಸತ್ವದ ಕಣ್ಣು ತೆರೆದ ವಿಶ್ವಗುರು ಬಸವಣ್ಣನವರು ಕೇಂದ್ರ ಮತ್ತು ರಾಜ್ಯ ಸರ್ಕಾರ ಶೀಘ್ರವೇ ಲಿಂಗಾಯತ ಧರ್ಮಕ್ಕೆ ಮಾನ್ಯತೆ ಕೊಡಬೇಕಾದ ಅವಶ್ಯಕತೆ ಇದೆ ಎಂದರು. ಬಸವೇಶ್ವರ ಭಾವಚಿತ್ರದೊಂದಿಗೆ ನಡೆದ ಮೆರವಣಿಗೆಗೆ ಶಾಸಕ ವಿಶ್ವಾಸ ವೈದ್ಯ ಹಾಗೂ ಮಾಜಿ ಶಾಸಕ ಆನಂದ	[438, 1585, 636, 1729]
basava-jayanti-headline: ಬಸವ ಜಯಂತಿ ಆಚರಣೆ	[1086, 266, 1367, 308]
savadatti-image	[230, 1412, 635, 1576]
section-rule-2	[16, 1340, 1497, 1343]
section-rule-3	[16, 1815, 1497, 1818]
procession-image	[1080, 126, 1496, 262]
box-title: ಮದುವಣಗಿತ್ತಿಯಂತೆ ಶೃಂಗಾರ	[573, 239, 728, 258]
basavanna-poet-byline: ಕನ್ನಡ ಜನಶ್ರೀ ಸುದ್ದಿ ಜಾಲ	[74, 1410, 182, 1426]
goddess-photo	[301, 225, 553, 489]
kalyani-image	[25, 1826, 429, 2048]
basavanna-poet-col4: ಚಾಲನೆ ನೀಡಿದರು. ಬಸವೇಶ್ವರ ವೃತ್ತದಿಂದ ಆರಂಭಗೊಂಡ ಮೆರವಣಿಗೆ ಹಳ್ಳದಹಳ್ಳ ಓಣಿ, ಪೋಸ್ಟ್ ಆಫೀಸ್, ಗಾಂಧಿ ಚೌಕ್, ಐ ಆರ್.ಸಿ ಕರ್ಣಾಟಕ ಬ್ಯಾಂಕ್ ಮಾರ್ಗವಾಗಿ ಎಪಿಎಂಸಿ ವೃತ್ತ ತಲುಪಿತು. ಕಾಂಗ್ರೆಸ್ ಮುಖಂಡರು ಮಲ್ಲಿಕಾರ್ಜುನ ಹೆಗ್ಗನವರ, ಡಾ.ಪಿ. ಬಿ. ಬಿಕ್ಕಲ, ಸಂಗಮೇಶ ಬಿಕ್ಕಲ, ವಿಜಯಾನಂದ ಕಲಾಗಿ, ಜಿಲ್ಲಾ ಸಂಗೊಳ್ಳಿ ಮಹಾಂತೇಶ ಗಡಾದ, ಈರಣ್ಣ ಮುಂದಿನಮನಿ, ಸವಿತಾ ಹಡಪದ, ಬಸವರಾಜ ಕಾರದಗಿ, ಶಿವರಾಜ ಮಠ, ರಾಜೇಶ ಬಸನಗೌಡರ, ಆನಂದ ಬಿಲಳ ಅವರು, ಕಿರಣ ಯಲಿಗಾರ, ಜಗದೀಶ ಶಿಂತ್ರಿ, ಈರಣ್ಣ ಚಂದರಗಿ, ಇದ್ದರು.	[644, 1413, 853, 1663]
lead-highlight-box	[560, 229, 816, 489]
ktte-photo	[23, 756, 427, 923]
basava-procession-photo	[1078, 124, 1497, 264]
basavanna-poet-photo	[229, 1410, 636, 1577]
godihal-photo	[1078, 979, 1497, 1146]
shaikshanika-side-text: ಧಾರವಾಡ : ದಿವ್ಯಾಂಗರಾದರೂ ಸಹ ಉಪನಿರ್ದೇಶಕ ಎಚ್.ಬಿ. ಕಡ್ಲಿಮಟ್ಟಿ ಅವರು ಜಿಲ್ಲೆಯ ಶೈಕ್ಷಣಿಕ ಪ್ರಗತಿಗೆ ತಮ್ಮ ವಿಚಾರಗಳನ್ನು ಹಂಚಿಕೊಂಡು ಶ್ರಮಿಸಿದ್ದರು ಎಂದು ಜಿಲ್ಲಾ ಶಿಕ್ಷಣ ಮತ್ತು ತರಬೇತಿ ಸಂಸ್ಥೆಯ ಪ್ರಾಂಶುಪಾಲರಾದ ಶ್ರೀ ಜಿ.ಜಿ. ಸೋಮಣ್ಣವರ ಹೇಳಿದರು. ಅವರು ಡಯಟ್ ಆವರಣದಲ್ಲಿ ಜರುಗಿದ ವಯೋನಿವೃತ್ತಿ ಹೊಂದಿದ ಡಯಟ್ ಉಪನಿರ್ದೇಶಕ ಎಚ್.ಬಿ. ಕಡ್ಲಿಮಟ್ಟಿ ಅವರ ಬೀಳ್ಕೊಡುಗೆ ಸಮಾರಂಭದ ಅಧ್ಯಕ್ಷತೆ ವಹಿಸಿ ಮಾತನಾಡುತ್ತಿದ್ದರು. ಮಾಹಿತಿ ತಂತ್ರಜ್ಞಾನ ಕ್ಷೇತ್ರದಲ್ಲಿ ಸಾಕಷ್ಟು ಅನುಭವ ಹೊಂದಿದ್ದ ಕಡ್ಲಿಮಟ್ಟಿ ಅವರ ಅದಾಯ ತೆರಿಗೆ ಲೆಕ್ಕಿಸುವ ಸಾಫ್ಟ್‌ವೇರ್ ನಿರ್ಮಿಸಿ ರಾಜ್ಯ ಸರ್ಕಾರಿ ನೌಕರರಿಗೆ ಅನುಕೂಲಕರನ್ನಾದರು ಎಂದರು.	[446, 1915, 702, 2144]
goddess-image	[303, 227, 552, 487]
bhavasara-byline: ಕನ್ನಡ ಜನಶ್ರೀ ಸುದ್ದಿ ಜಾಲ	[495, 1032, 604, 1047]
madriki-image	[25, 1072, 425, 1251]
